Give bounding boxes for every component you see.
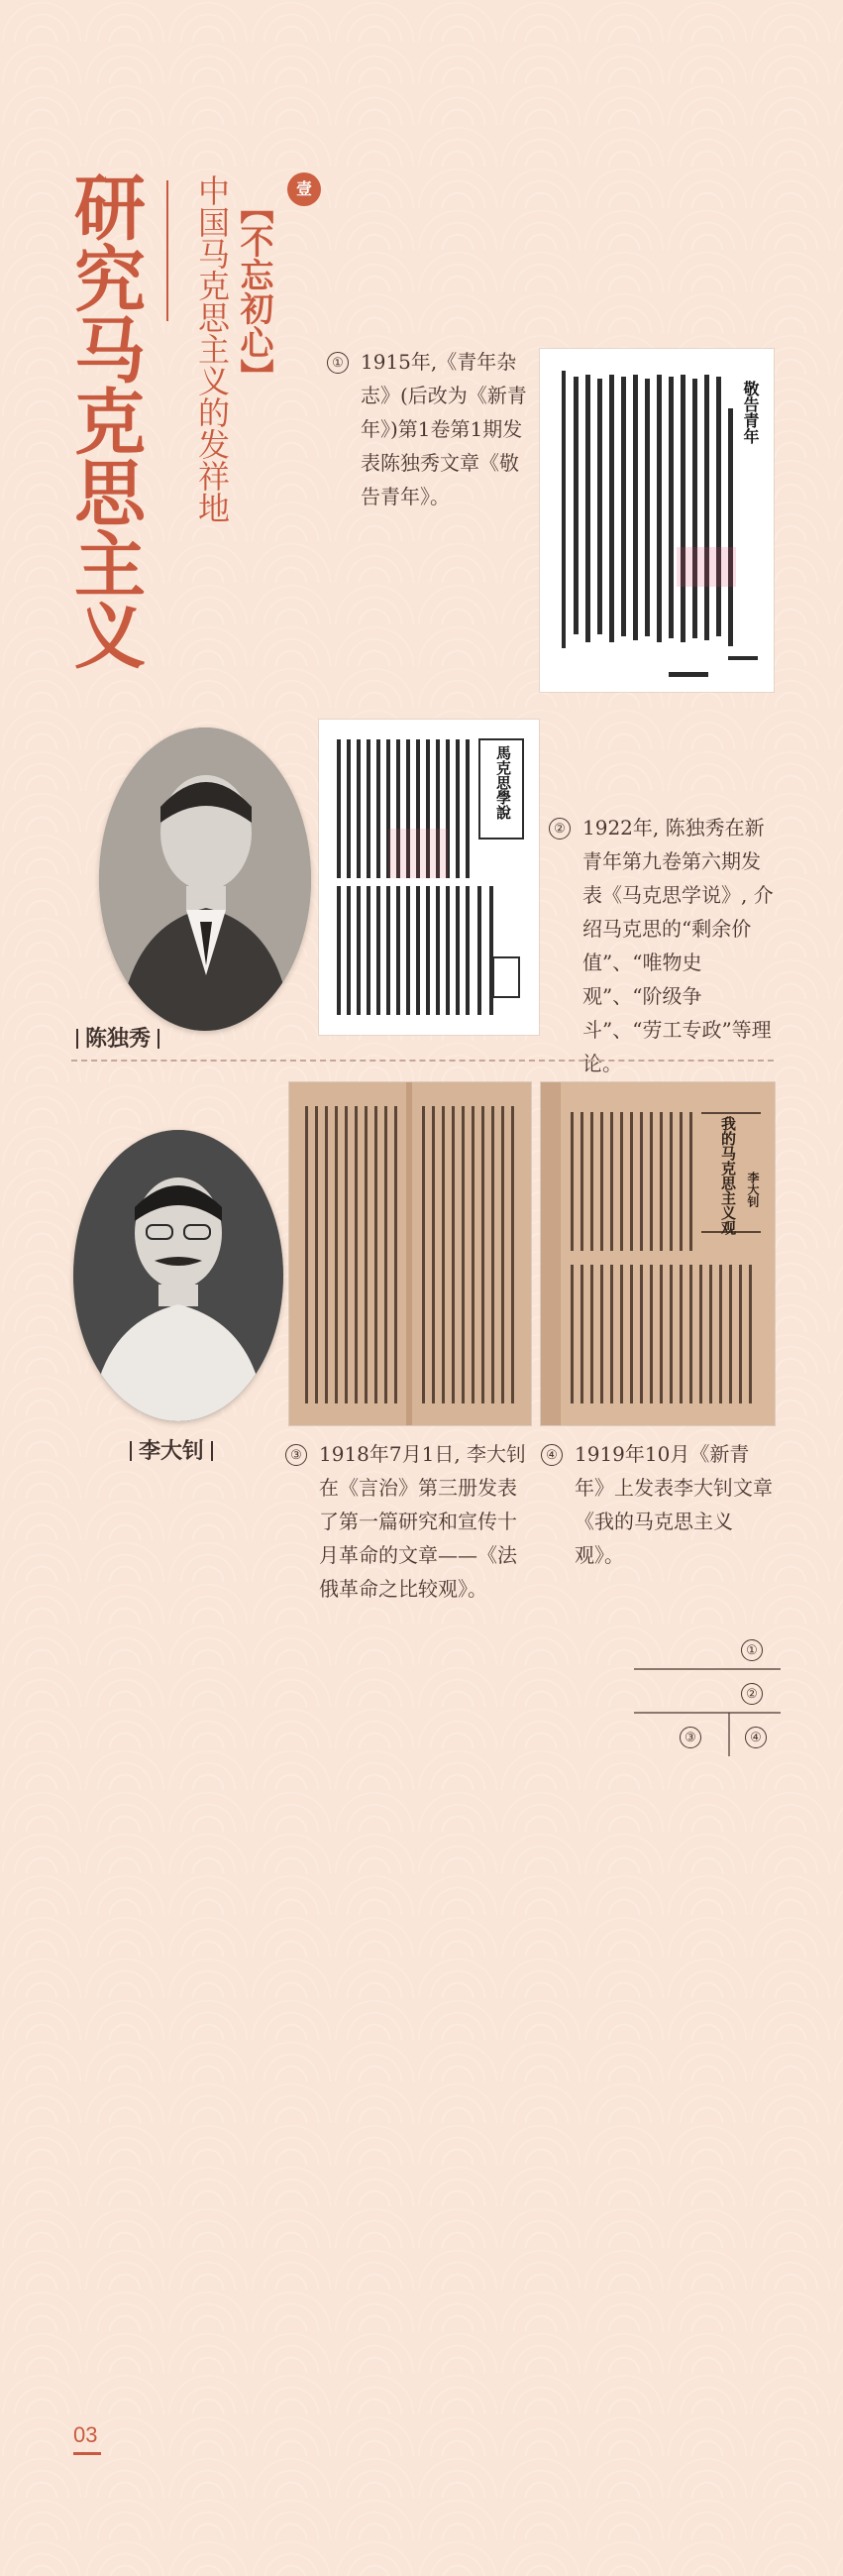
label-bar-right xyxy=(211,1441,213,1461)
page-number-underline xyxy=(73,2452,101,2455)
document-4-author: 李大钊 xyxy=(746,1172,760,1207)
chen-duxiu-portrait xyxy=(99,728,311,1031)
layout-key-1: ① xyxy=(741,1639,763,1661)
title-side-group xyxy=(190,174,279,531)
label-bar-left xyxy=(130,1441,132,1461)
document-2-title: 馬克思學說 xyxy=(494,745,512,820)
document-1-image xyxy=(540,349,774,692)
label-bar-left xyxy=(76,1029,78,1049)
li-dazhao-label xyxy=(123,1437,220,1465)
page-number: 03 xyxy=(73,2422,98,2447)
document-4-title: 我的马克思主义观 xyxy=(719,1116,737,1235)
caption-2-text: 1922年, 陈独秀在新青年第九卷第六期发表《马克思学说》, 介绍马克思的“剩余价值”、“唯物史观”、“阶级争斗”、“劳工专政”等理论。 xyxy=(582,816,774,1075)
document-4-scan xyxy=(541,1082,775,1425)
chen-duxiu-label xyxy=(69,1025,166,1053)
layout-key-4: ④ xyxy=(745,1727,767,1748)
caption-1 xyxy=(332,345,529,513)
document-4-image xyxy=(541,1082,775,1425)
caption-2 xyxy=(554,811,779,1080)
section-divider xyxy=(71,1060,774,1062)
li-dazhao-portrait xyxy=(73,1130,283,1421)
document-2-image xyxy=(319,720,539,1035)
title-divider xyxy=(166,180,168,321)
main-title: 研究马克思主义 xyxy=(62,170,147,670)
caption-2-number: ② xyxy=(549,818,571,840)
section-badge: 壹 xyxy=(287,172,321,206)
caption-3-text: 1918年7月1日, 李大钊在《言治》第三册发表了第一篇研究和宣传十月革命的文章——《法俄革命之比较观》。 xyxy=(319,1442,527,1601)
sub-title: 【不忘初心】 xyxy=(234,190,273,392)
caption-3-number: ③ xyxy=(285,1444,307,1466)
caption-4-text: 1919年10月《新青年》上发表李大钊文章《我的马克思主义观》。 xyxy=(575,1442,773,1567)
document-1-title: 敬告青年 xyxy=(741,381,760,444)
label-bar-right xyxy=(158,1029,159,1049)
document-3-image xyxy=(289,1082,531,1425)
caption-3 xyxy=(290,1437,529,1606)
layout-key-3: ③ xyxy=(680,1727,701,1748)
tagline: 中国马克思主义的发祥地 xyxy=(193,174,231,523)
document-3-scan xyxy=(289,1082,531,1425)
caption-4-number: ④ xyxy=(541,1444,563,1466)
layout-key-2: ② xyxy=(741,1683,763,1705)
chen-duxiu-name: 陈独秀 xyxy=(85,1026,152,1052)
caption-1-text: 1915年,《青年杂志》(后改为《新青年》)第1卷第1期发表陈独秀文章《敬告青年》。 xyxy=(361,350,527,508)
caption-1-number: ① xyxy=(327,352,349,374)
layout-key xyxy=(634,1633,781,1764)
caption-4 xyxy=(546,1437,777,1572)
li-dazhao-photo xyxy=(73,1130,283,1421)
li-dazhao-name: 李大钊 xyxy=(139,1438,205,1464)
chen-duxiu-photo xyxy=(99,728,311,1031)
